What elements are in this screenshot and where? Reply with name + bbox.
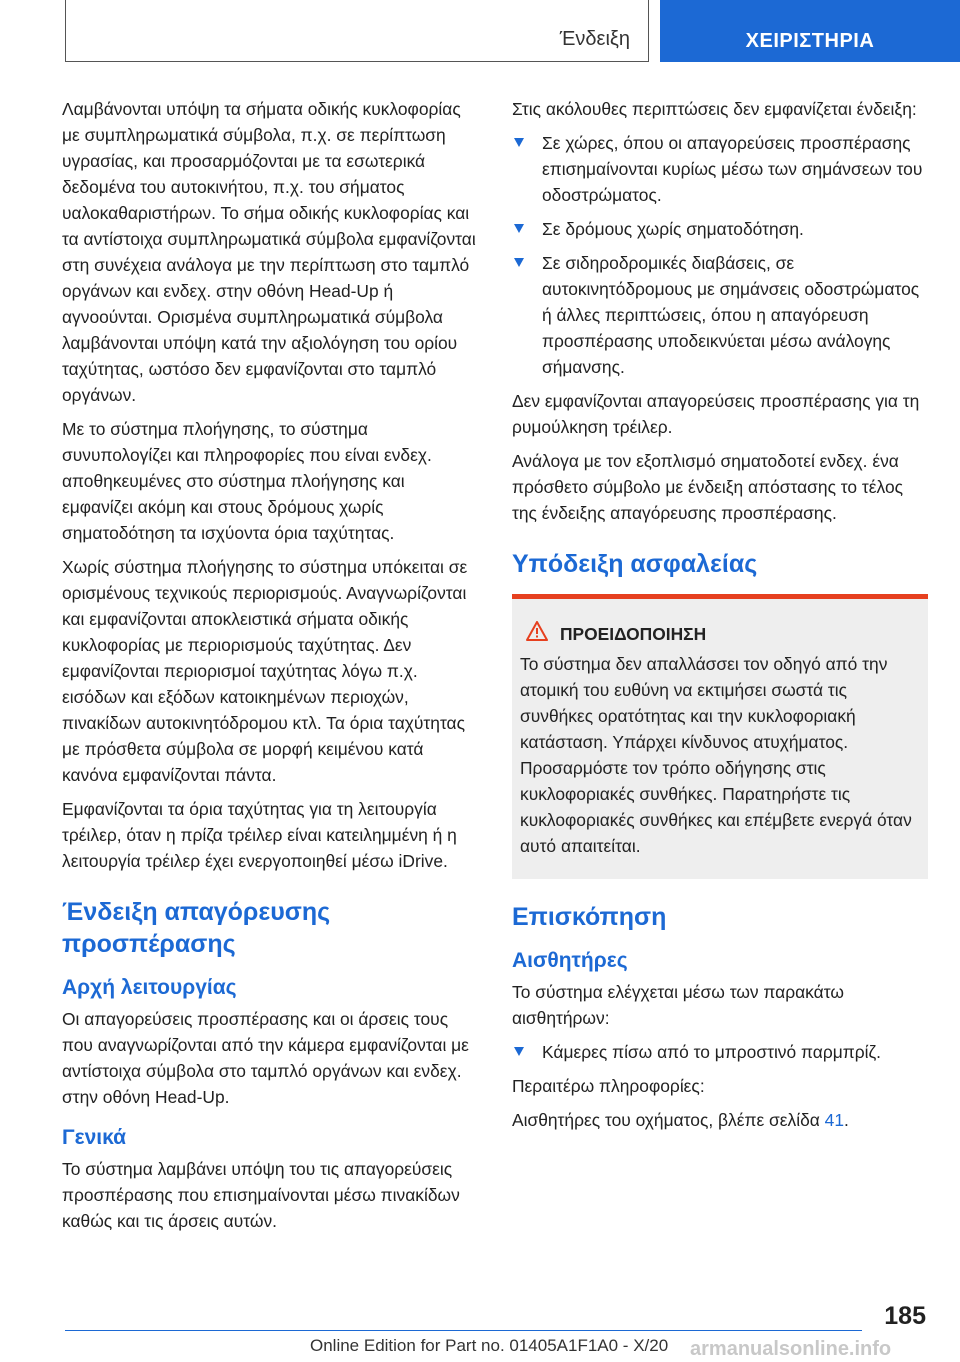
paragraph: Στις ακόλουθες περιπτώσεις δεν εμφανίζεται ένδειξη: <box>512 99 917 119</box>
bullet-triangle-icon <box>514 1047 524 1056</box>
warning-text: Το σύστημα δεν απαλλάσσει τον οδηγό από την ατομική του ευθύνη να εκτιμήσει σωστά τις συνθήκες ορατότητας και την κυκλοφοριακή κατάσταση. Υπάρχει κίνδυνος ατυχήματος. Προσαρμόστε τον τρόπο οδήγησης στις κυκλοφοριακές συνθήκες. Παρατηρήστε τις κυκλοφοριακές συνθήκες και επέμβετε ενεργά όταν αυτό απαιτείται. <box>520 654 912 856</box>
heading-overview: Επισκόπηση <box>512 903 667 931</box>
paragraph: Λαμβάνονται υπόψη τα σήματα οδικής κυκλοφορίας με συμπληρωματικά σύμβολα, π.χ. σε περίπτωση υγρασίας, και προσαρμόζονται με τα εσωτερικά δεδομένα του αυτοκινήτου, π.χ. του σήματος υαλοκαθαριστήρων. Το σήμα οδικής κυκλοφορίας και τα αντίστοιχα συμπληρωματικά σύμβολα εμφανίζονται στη συνέχεια ανάλογα με την περίπτωση στο ταμπλό οργάνων και ενδεχ. στην οθόνη Head-Up ή αγνοούνται. Ορισμένα συμπληρωματικά σύμβολα λαμβάνονται υπόψη κατά την αξιολόγηση του ορίου ταχύτητας, ωστόσο δεν εμφανίζονται στο ταμπλό οργάνων. <box>62 99 476 405</box>
paragraph: Με το σύστημα πλοήγησης, το σύστημα συνυπολογίζει και πληροφορίες που είναι ενδεχ. αποθηκευμένες στο σύστημα πλοήγησης και εμφανίζει ακόμη και στους δρόμους χωρίς σηματοδότηση τα ισχύοντα όρια ταχύτητας. <box>62 419 432 543</box>
page-reference-link[interactable]: 41 <box>824 1110 844 1130</box>
list-item: Σε χώρες, όπου οι απαγορεύσεις προσπέρασης επισημαίνονται κυρίως μέσω των σημάνσεων του οδοστρώματος. <box>512 130 928 208</box>
paragraph: Το σύστημα λαμβάνει υπόψη του τις απαγορεύσεις προσπέρασης που επισημαίνονται μέσω πινακίδων καθώς και τις άρσεις αυτών. <box>62 1159 460 1231</box>
list-item: Σε δρόμους χωρίς σηματοδότηση. <box>512 216 928 242</box>
header-section-title: Ένδειξη <box>559 28 630 50</box>
page-header <box>0 0 960 64</box>
list-item: Κάμερες πίσω από το μπροστινό παρμπρίζ. <box>512 1039 928 1065</box>
bullet-list <box>512 1039 928 1065</box>
warning-box <box>512 594 928 879</box>
paragraph: Ανάλογα με τον εξοπλισμό σηματοδοτεί ενδεχ. ένα πρόσθετο σύμβολο με ένδειξη απόστασης το τέλος της ένδειξης απαγόρευσης προσπέρασης. <box>512 451 904 523</box>
left-column <box>62 96 478 1242</box>
header-section-box <box>65 0 649 62</box>
heading-principle: Αρχή λειτουργίας <box>62 976 237 999</box>
heading-general: Γενικά <box>62 1126 127 1149</box>
paragraph: Περαιτέρω πληροφορίες: <box>512 1076 705 1096</box>
bullet-triangle-icon <box>514 258 524 267</box>
list-item: Σε σιδηροδρομικές διαβάσεις, σε αυτοκινητόδρομους με σημάνσεις οδοστρώματος ή άλλες περιπτώσεις, όπου η απαγόρευση προσπέρασης υποδεικνύεται μέσω ανάλογης σήμανσης. <box>512 250 928 380</box>
right-column <box>512 96 928 1141</box>
footer-divider <box>65 1330 862 1331</box>
bullet-triangle-icon <box>514 138 524 147</box>
paragraph: Δεν εμφανίζονται απαγορεύσεις προσπέρασης για τη ρυμούλκηση τρέιλερ. <box>512 391 920 437</box>
paragraph: Οι απαγορεύσεις προσπέρασης και οι άρσεις τους που αναγνωρίζονται από την κάμερα εμφανίζονται με αντίστοιχα σύμβολα στο ταμπλό οργάνων και ενδεχ. στην οθόνη Head-Up. <box>62 1009 469 1107</box>
edition-note: Online Edition for Part no. 01405A1F1A0 - X/20 <box>310 1336 669 1355</box>
warning-title: ΠΡΟΕΙΔΟΠΟΙΗΣΗ <box>560 624 707 644</box>
heading-safety-note: Υπόδειξη ασφαλείας <box>512 550 758 578</box>
paragraph: Το σύστημα ελέγχεται μέσω των παρακάτω αισθητήρων: <box>512 982 844 1028</box>
heading-overtaking-display: Ένδειξη απαγόρευσης προσπέρασης <box>62 898 331 958</box>
watermark: armanualsonline.info <box>690 1338 892 1360</box>
bullet-list <box>512 130 928 380</box>
bullet-triangle-icon <box>514 224 524 233</box>
paragraph: Χωρίς σύστημα πλοήγησης το σύστημα υπόκειται σε ορισμένους τεχνικούς περιορισμούς. Αναγνωρίζονται και εμφανίζονται αποκλειστικά σήματα οδικής κυκλοφορίας με περιορισμούς ταχύτητας. Δεν εμφανίζονται περιορισμοί ταχύτητας λόγω π.χ. εισόδων και εξόδων κατοικημένων περιοχών, πινακίδων αυτοκινητόδρομου κτλ. Τα όρια ταχύτητας με πρόσθετα σύμβολα σε μορφή κειμένου κατά κανόνα εμφανίζονται πάντα. <box>62 557 468 785</box>
warning-triangle-icon <box>526 621 548 648</box>
paragraph: Αισθητήρες του οχήματος, βλέπε σελίδα 41. <box>512 1110 849 1130</box>
page-number: 185 <box>884 1302 926 1330</box>
paragraph: Εμφανίζονται τα όρια ταχύτητας για τη λειτουργία τρέιλερ, όταν η πρίζα τρέιλερ είναι κατειλημμένη ή η λειτουργία τρέιλερ έχει ενεργοποιηθεί μέσω iDrive. <box>62 799 457 871</box>
warning-header <box>520 621 920 647</box>
heading-sensors: Αισθητήρες <box>512 949 628 972</box>
header-chapter-tab[interactable]: ΧΕΙΡΙΣΤΗΡΙΑ <box>660 0 960 62</box>
